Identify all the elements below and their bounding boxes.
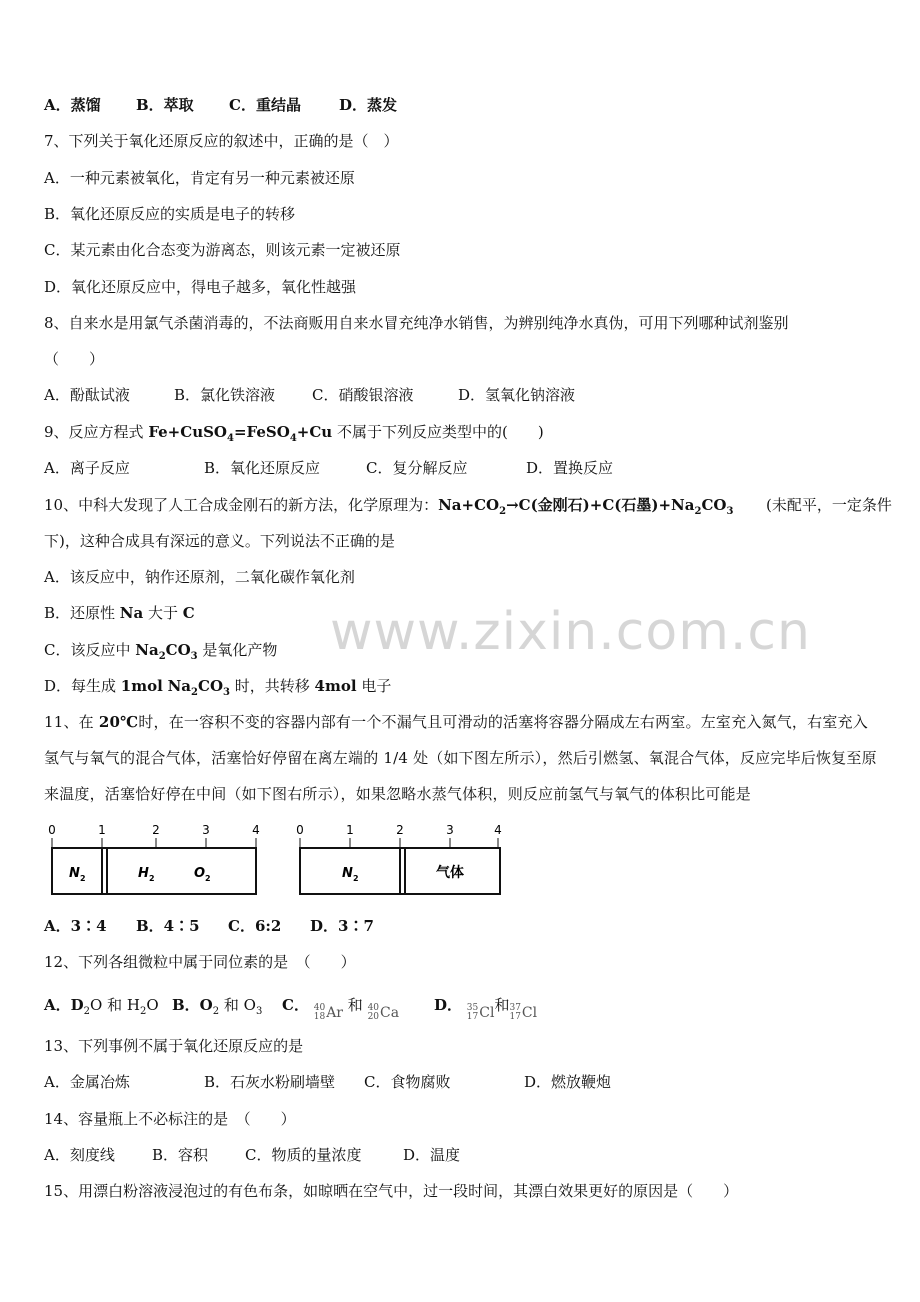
q11-option-d[interactable]: D．3∶7 (310, 917, 374, 935)
figure-left (48, 823, 260, 894)
q12-options (44, 994, 880, 1024)
q11-options (44, 915, 880, 937)
q9-stem (44, 421, 880, 443)
left-tick-2: 2 (152, 823, 160, 837)
q9-equation: Fe+CuSO$_4$=FeSO$_4$+Cu (148, 423, 333, 444)
q10-stem-tail: (未配平，一定条件 (766, 496, 892, 514)
q9-option-a[interactable]: A．离子反应 (44, 459, 130, 477)
q6-options (44, 94, 880, 116)
ar-isotope: 40 18 Ar (313, 1003, 343, 1022)
cl35-isotope: 35 17 Cl (466, 1003, 495, 1022)
figure-right (296, 823, 502, 894)
q11-stem: 11、在 20℃时，在一容积不变的容器内部有一个不漏气且可滑动的活塞将容器分隔成左右两室。左室充入氮气，右室充入氢气与氧气的混合气体，活塞恰好停留在离左端的 1/4 处（如下图左所示），然后引燃氢、氧混合气体，反应完毕后恢复至原来温度，活塞恰好停在中间（如下图右所示），如果忽略水蒸气体积，则反应前氢气与氧气的体积比可能是 (44, 713, 877, 803)
q11-option-b[interactable]: B．4∶5 (136, 917, 200, 935)
q6-option-a[interactable]: A．蒸馏 (44, 96, 101, 114)
left-n2-label: N (69, 866, 80, 881)
q10-equation: $Na+CO_2\to C$(金刚石)+C(石墨)$+Na_2CO_3$ (438, 496, 734, 517)
svg-text:2: 2 (80, 874, 86, 883)
left-container (52, 848, 256, 894)
right-tick-4: 4 (494, 823, 502, 837)
left-h2-label: H (138, 866, 149, 881)
q12-stem: 12、下列各组微粒中属于同位素的是 （ ） (44, 953, 356, 971)
q9-stem-post: 不属于下列反应类型中的( ) (336, 423, 544, 441)
svg-text:2: 2 (353, 874, 359, 883)
q13-option-b[interactable]: B．石灰水粉刷墙壁 (204, 1073, 336, 1091)
q13-option-c[interactable]: C．食物腐败 (364, 1073, 451, 1091)
cl37-isotope: 37 17 Cl (509, 1003, 538, 1022)
q8-option-d[interactable]: D．氢氧化钠溶液 (458, 386, 576, 404)
q10-option-d[interactable]: D．每生成 1mol $Na_2CO_3$ 时，共转移 4mol 电子 (44, 677, 392, 698)
q14-option-c[interactable]: C．物质的量浓度 (245, 1146, 362, 1164)
q9-options (44, 457, 880, 479)
q7-option-b[interactable]: B．氧化还原反应的实质是电子的转移 (44, 205, 296, 223)
q8-options (44, 384, 880, 406)
right-tick-1: 1 (346, 823, 354, 837)
q9-option-d[interactable]: D．置换反应 (526, 459, 614, 477)
q7-option-a[interactable]: A．一种元素被氧化，肯定有另一种元素被还原 (44, 169, 355, 187)
q8-option-c[interactable]: C．硝酸银溶液 (312, 386, 414, 404)
svg-text:2: 2 (205, 874, 211, 883)
q8-option-a[interactable]: A．酚酞试液 (44, 386, 130, 404)
q12-option-d[interactable]: D． 35 17 Cl 和 37 17 Cl (434, 996, 538, 1022)
q11-option-a[interactable]: A．3∶4 (44, 917, 107, 935)
svg-text:2: 2 (149, 874, 155, 883)
watermark: www.zixin.com.cn (330, 602, 811, 662)
right-tick-3: 3 (446, 823, 454, 837)
q8-option-b[interactable]: B．氯化铁溶液 (174, 386, 276, 404)
q14-stem: 14、容量瓶上不必标注的是 （ ） (44, 1110, 296, 1128)
q13-option-d[interactable]: D．燃放鞭炮 (524, 1073, 612, 1091)
q13-stem: 13、下列事例不属于氧化还原反应的是 (44, 1037, 304, 1055)
left-tick-4: 4 (252, 823, 260, 837)
q12-option-c[interactable]: C． 40 18 Ar 和 40 20 Ca (282, 996, 400, 1022)
q11-option-c[interactable]: C．6:2 (228, 917, 282, 935)
q7-option-d[interactable]: D．氧化还原反应中，得电子越多，氧化性越强 (44, 278, 357, 296)
q9-option-b[interactable]: B．氧化还原反应 (204, 459, 321, 477)
right-tick-2: 2 (396, 823, 404, 837)
q14-option-b[interactable]: B．容积 (152, 1146, 209, 1164)
q10-stem-cont: 下)，这种合成具有深远的意义。下列说法不正确的是 (44, 532, 395, 550)
q6-option-d[interactable]: D．蒸发 (339, 96, 398, 114)
right-n2-label: N (342, 866, 353, 881)
q15-stem: 15、用漂白粉溶液浸泡过的有色布条，如晾晒在空气中，过一段时间，其漂白效果更好的原因是（ ） (44, 1182, 739, 1200)
q14-options (44, 1144, 880, 1166)
left-tick-0: 0 (48, 823, 56, 837)
left-tick-3: 3 (202, 823, 210, 837)
q8-stem: 8、自来水是用氯气杀菌消毒的，不法商贩用自来水冒充纯净水销售，为辨别纯净水真伪，可用下列哪种试剂鉴别 (44, 314, 789, 332)
q13-option-a[interactable]: A．金属冶炼 (44, 1073, 130, 1091)
q9-option-c[interactable]: C．复分解反应 (366, 459, 468, 477)
q14-option-d[interactable]: D．温度 (403, 1146, 461, 1164)
q7-option-c[interactable]: C．某元素由化合态变为游离态，则该元素一定被还原 (44, 241, 401, 259)
q9-stem-pre: 9、反应方程式 (44, 423, 149, 441)
q12-option-b[interactable]: B．$O_2$ 和 $O_3$ (172, 996, 263, 1017)
ca-isotope: 40 20 Ca (367, 1003, 400, 1022)
q6-option-c[interactable]: C．重结晶 (229, 96, 301, 114)
q11-figure (44, 820, 514, 900)
q10-option-b[interactable]: B．还原性 Na 大于 C (44, 604, 195, 622)
right-tick-0: 0 (296, 823, 304, 837)
q10-stem: 10、中科大发现了人工合成金刚石的新方法，化学原理为：$Na+CO_2\to C$(金刚石)+C(石墨)$+Na_2CO_3$ (44, 496, 734, 517)
q10-option-c[interactable]: C．该反应中 $Na_2CO_3$ 是氧化产物 (44, 641, 278, 662)
left-tick-1: 1 (98, 823, 106, 837)
q12-option-a[interactable]: A．$D_2O$ 和 $H_2O$ (44, 996, 159, 1017)
q8-stem-end: （ ） (44, 350, 105, 368)
q10-option-a[interactable]: A．该反应中，钠作还原剂，二氧化碳作氧化剂 (44, 568, 355, 586)
q13-options (44, 1071, 880, 1093)
right-gas-label: 气体 (436, 865, 464, 881)
q14-option-a[interactable]: A．刻度线 (44, 1146, 115, 1164)
left-o2-label: O (194, 866, 206, 881)
q7-stem: 7、下列关于氧化还原反应的叙述中，正确的是（ ） (44, 132, 399, 150)
q6-option-b[interactable]: B．萃取 (136, 96, 194, 114)
